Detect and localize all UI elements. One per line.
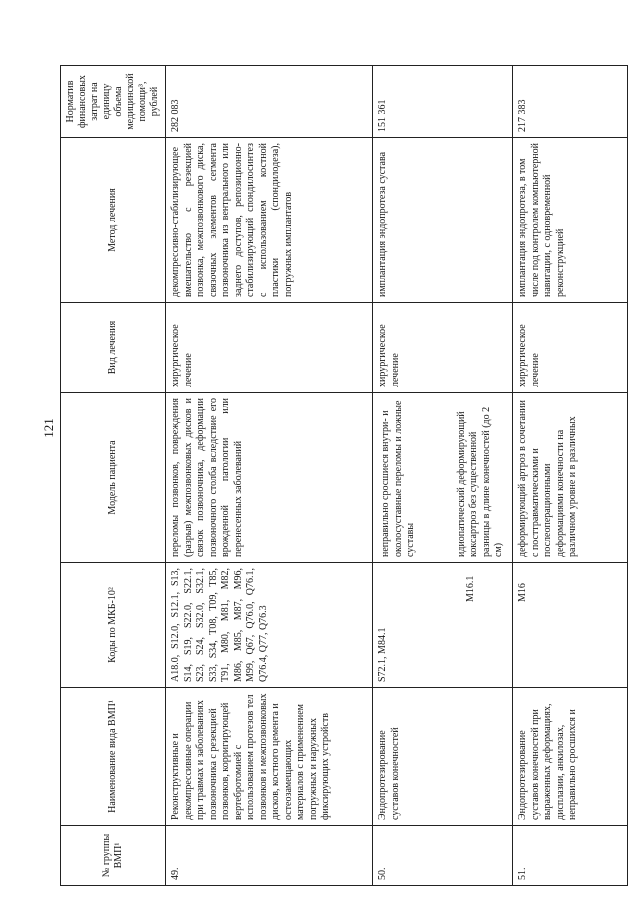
row-model-cell [373, 393, 513, 563]
header-kind: Вид лечения [61, 303, 166, 393]
row-norm: 151 361 [373, 66, 513, 138]
header-method: Метод лечения [61, 138, 166, 303]
table-header-row [61, 66, 166, 886]
row-codes-secondary: M16.1 [464, 575, 476, 602]
row-group: 50. [373, 826, 513, 886]
row-name: Эндопротезирование суставов конечностей при выраженных деформациях, дисплазии, анкилозах, неправильно сросшихся и [513, 688, 628, 826]
row-norm: 217 383 [513, 66, 628, 138]
header-norm: Норматив финансовых затрат на единицу объема медицинской помощи³, рублей [61, 66, 166, 138]
row-model-secondary: идиопатический деформирующий коксартроз без существенной разницы в длине конечностей (до 2 см) [455, 406, 504, 557]
row-model: переломы позвонков, повреждения (разрыв) межпозвонковых дисков и связок позвоночника, деформации позвоночного столба вследствие его врожденной патологии или перенесенных заболеваний [166, 393, 373, 563]
row-codes: A18.0, S12.0, S12.1, S13, S14, S19, S22.0, S22.1, S23, S24, S32.0, S32.1, S33, S34, T08, T09, T85, T91, M80, M81, M82, M86, M85, M87, M96, M99, Q67, Q76.0, Q76.1, Q76.4, Q77, Q76.3 [166, 563, 373, 688]
row-codes-cell [373, 563, 513, 688]
row-codes: S72.1, M84.1 [377, 627, 388, 682]
row-group: 49. [166, 826, 373, 886]
row-method: декомпрессивно-стабилизирующее вмешательство с резекцией позвонка, межпозвонкового диска, связочных элементов сегмента позвоночника из вентрального или заднего доступов, репозиционно-стабилизирующий спондилосинтез с использованием костной пластики (спондилодеза), погружных имплантатов [166, 138, 373, 303]
header-codes: Коды по МКБ-10² [61, 563, 166, 688]
table-row [373, 66, 513, 886]
row-kind: хирургическое лечение [166, 303, 373, 393]
header-model: Модель пациента [61, 393, 166, 563]
header-group: № группы ВМП¹ [61, 826, 166, 886]
row-norm: 282 083 [166, 66, 373, 138]
row-method: имплантация эндопротеза, в том числе под контролем компьютерной навигации, с одновременной реконструкцией [513, 138, 628, 303]
row-codes: M16 [513, 563, 628, 688]
row-kind: хирургическое лечение [373, 303, 513, 393]
row-method: имплантация эндопротеза сустава [373, 138, 513, 303]
row-kind: хирургическое лечение [513, 303, 628, 393]
row-model: неправильно сросшиеся внутри- и околосуставные переломы и ложные суставы [380, 400, 416, 557]
row-name: Реконструктивные и декомпрессивные операции при травмах и заболеваниях позвоночника с резекцией позвонков, корригирующей вертебротомией с использованием протезов тел позвонков и межпозвонковых дисков, костного цемента и остеозамещающих материалов с применением погружных и наружных фиксирующих устройств [166, 688, 373, 826]
row-group: 51. [513, 826, 628, 886]
row-name: Эндопротезирование суставов конечностей [373, 688, 513, 826]
header-name: Наименование вида ВМП¹ [61, 688, 166, 826]
vmp-table [60, 65, 628, 886]
row-model: деформирующий артроз в сочетании с посттравматическими и послеоперационными деформациями конечности на различном уровне и в различных [513, 393, 628, 563]
table-row [513, 66, 628, 886]
table-row [166, 66, 373, 886]
page-number: 121 [41, 418, 56, 438]
rotated-table-container [60, 66, 600, 886]
